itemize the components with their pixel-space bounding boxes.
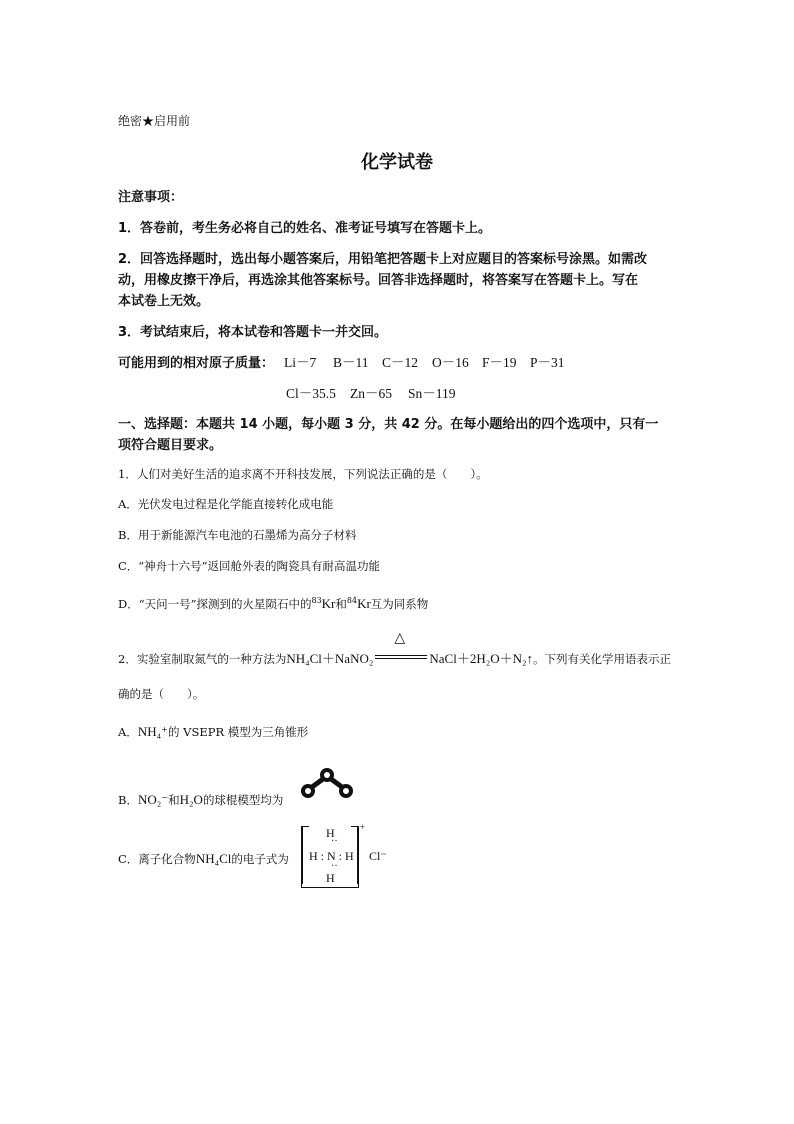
- atomic-mass-f: F－19: [482, 355, 517, 370]
- page-title: 化学试卷: [361, 152, 433, 173]
- option-b-prefix: B．: [118, 793, 138, 807]
- question-2-stem-prefix: 2．实验室制取氮气的一种方法为: [118, 652, 287, 666]
- question-2-option-c: [118, 851, 289, 867]
- notice-item-3: 3．考试结束后，将本试卷和答题卡一并交回。: [118, 325, 388, 340]
- section-heading-line-1: 一、选择题：本题共 14 小题，每小题 3 分，共 42 分。在每小题给出的四个选项中，只有一: [118, 417, 659, 432]
- electron-middle-row: H : N : H: [309, 849, 354, 863]
- section-heading-line-2: 项符合题目要求。: [118, 438, 223, 453]
- atomic-mass-label: 可能用到的相对原子质量：: [118, 356, 275, 371]
- question-1-option-b: B．用于新能源汽车电池的石墨烯为高分子材料: [118, 528, 357, 542]
- notice-item-2-line-3: 本试卷上无效。: [118, 294, 210, 309]
- option-a-prefix: A．: [118, 725, 138, 739]
- atomic-mass-zn: Zn－65: [350, 386, 392, 401]
- isotope-2-mass: 84: [346, 596, 358, 606]
- electron-charge: +: [360, 822, 366, 832]
- reaction-products: NaCl＋2H₂O＋N₂↑: [429, 651, 534, 666]
- question-1-option-d: [118, 596, 428, 612]
- option-a-text: 的 VSEPR 模型为三角锥形: [167, 725, 309, 739]
- question-2-stem-line-2: 确的是（ ）。: [118, 687, 205, 701]
- option-c-prefix: C．离子化合物: [118, 852, 196, 866]
- nitrite-formula: NO₂⁻: [137, 792, 169, 807]
- atomic-mass-o: O－16: [432, 355, 469, 370]
- water-formula: H₂O: [179, 792, 203, 807]
- electron-dots-top: ··: [331, 836, 338, 847]
- option-d-suffix: 互为同系物: [370, 597, 429, 611]
- isotope-2-symbol: Kr: [357, 596, 371, 611]
- equals-line: [375, 655, 427, 659]
- reaction-arrow: [375, 630, 427, 663]
- ball-stick-model-icon: [296, 766, 358, 804]
- notice-item-1: 1．答卷前，考生务必将自己的姓名、准考证号填写在答题卡上。: [118, 221, 492, 236]
- option-d-and: 和: [335, 597, 347, 611]
- question-1-option-c: C．“神舟十六号”返回舱外表的陶瓷具有耐高温功能: [118, 559, 381, 573]
- ammonium-formula: NH₄⁺: [137, 724, 168, 739]
- electron-h-bottom: H: [326, 871, 335, 885]
- electron-dots-bottom: ··: [331, 861, 338, 872]
- question-1-stem: 1．人们对美好生活的追求离不开科技发展，下列说法正确的是（ ）。: [118, 467, 488, 481]
- question-1-option-a: A．光伏发电过程是化学能直接转化成电能: [118, 497, 334, 511]
- question-2-option-b: [118, 792, 283, 808]
- option-b-and: 和: [168, 793, 180, 807]
- question-2-option-a: [118, 724, 308, 740]
- ammonium-chloride-formula: NH₄Cl: [195, 851, 232, 866]
- atomic-mass-c: C－12: [382, 355, 419, 370]
- notice-item-2-line-1: 2．回答选择题时，选出每小题答案后，用铅笔把答题卡上对应题目的答案标号涂黑。如需改: [118, 252, 648, 267]
- atomic-mass-cl: Cl－35.5: [286, 386, 336, 401]
- chloride-ion: Cl⁻: [369, 849, 387, 863]
- atomic-mass-li: Li－7: [284, 355, 317, 370]
- secret-label: 绝密★启用前: [118, 114, 191, 128]
- heat-symbol: △: [394, 630, 406, 646]
- option-c-text: 的电子式为: [231, 852, 289, 866]
- notice-heading: 注意事项：: [118, 190, 184, 205]
- atomic-mass-b: B－11: [333, 355, 369, 370]
- option-b-text: 的球棍模型均为: [202, 793, 284, 807]
- atomic-mass-p: P－31: [530, 355, 565, 370]
- option-d-prefix: D．“天问一号”探测到的火星陨石中的: [118, 597, 312, 611]
- notice-item-2-line-2: 动，用橡皮擦干净后，再选涂其他答案标号。回答非选择题时，将答案写在答题卡上。写在: [118, 273, 639, 288]
- isotope-1-symbol: Kr: [321, 596, 336, 611]
- question-2-stem: [118, 630, 672, 667]
- isotope-1-mass: 83: [311, 596, 322, 606]
- atomic-mass-sn: Sn－119: [408, 386, 456, 401]
- electron-h-top: H: [326, 826, 335, 840]
- reaction-reactants: NH₄Cl＋NaNO₂: [286, 651, 374, 666]
- question-2-stem-suffix: 。下列有关化学用语表示正: [533, 652, 672, 666]
